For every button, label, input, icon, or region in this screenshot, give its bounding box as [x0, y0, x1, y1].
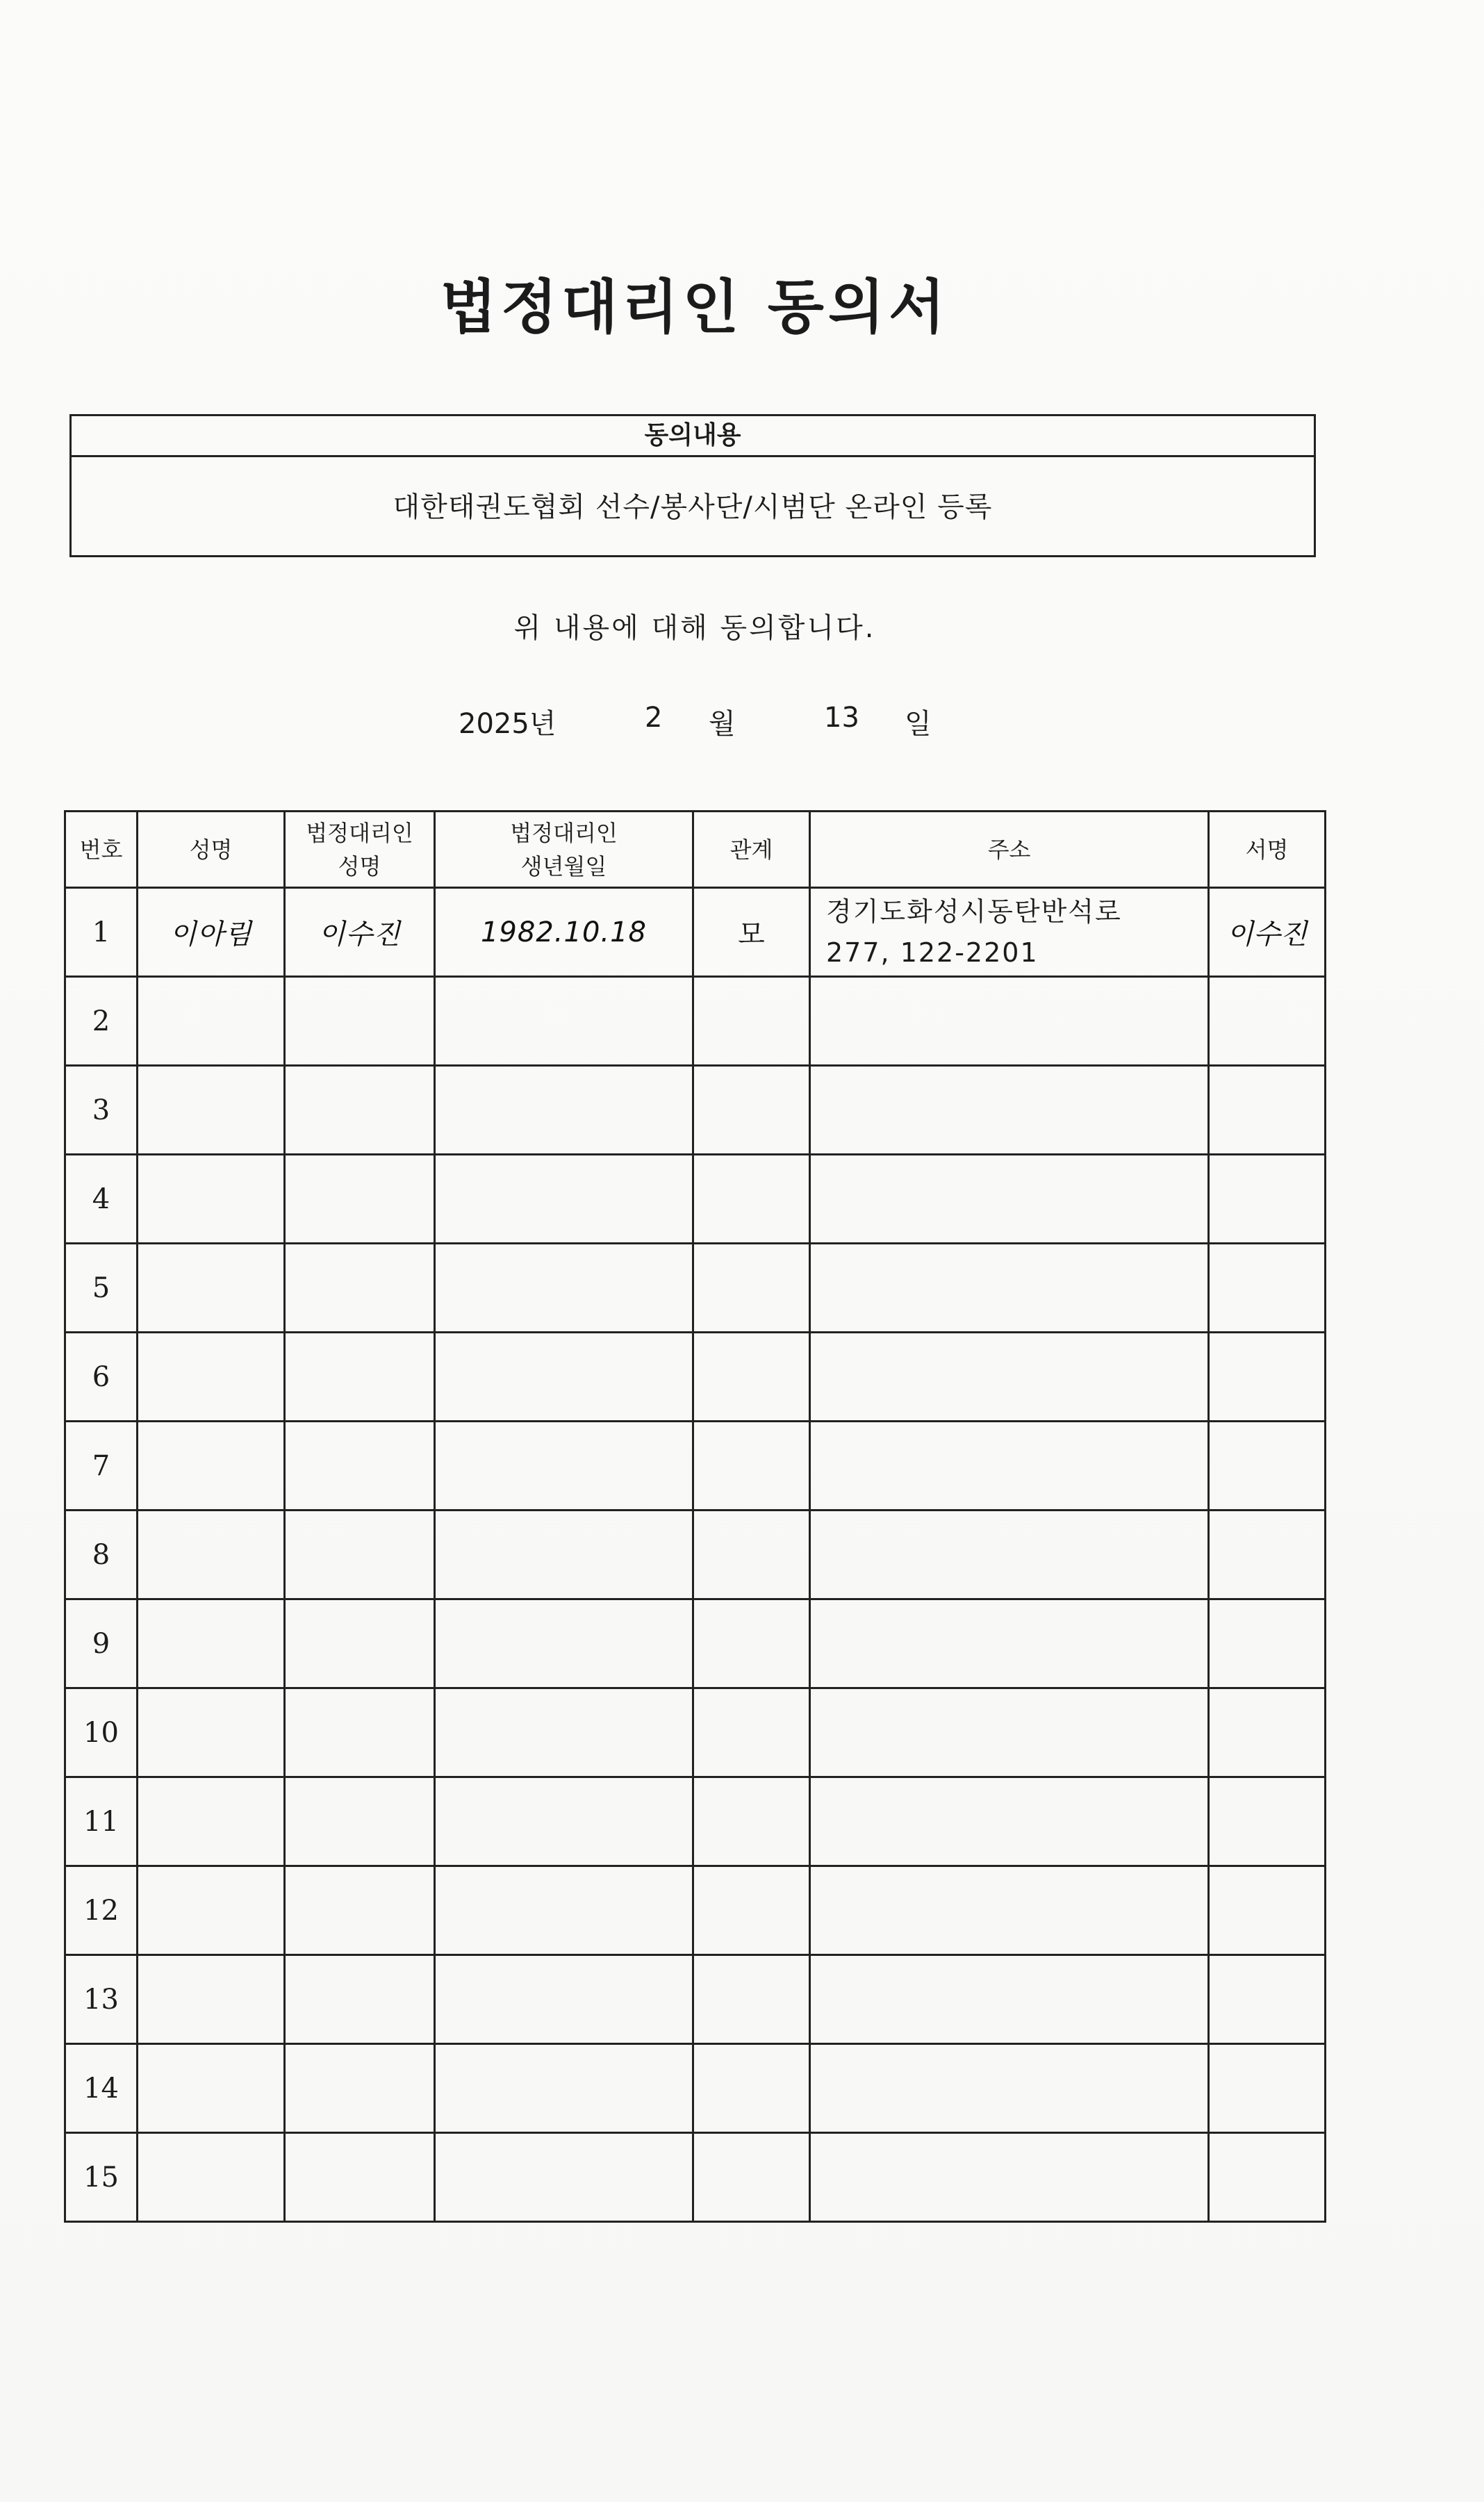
row-name — [138, 1422, 285, 1511]
row-guardian-name — [285, 1955, 435, 2044]
row-relation — [693, 1511, 810, 1599]
row-number: 2 — [65, 977, 138, 1066]
row-address — [810, 977, 1209, 1066]
row-guardian-name — [285, 1333, 435, 1422]
row-name — [138, 1866, 285, 1955]
header-guardian-name-line2: 성명 — [338, 853, 381, 880]
row-relation — [693, 1155, 810, 1244]
row-guardian-name — [285, 1244, 435, 1333]
row-address — [810, 1688, 1209, 1777]
table-row — [65, 1688, 1326, 1777]
row-name — [138, 1599, 285, 1688]
row-name: 이아림 — [138, 888, 285, 977]
row-guardian-birth — [435, 1955, 693, 2044]
row-address-line2: 277, 122-2201 — [826, 937, 1039, 968]
row-number: 12 — [65, 1866, 138, 1955]
row-number: 7 — [65, 1422, 138, 1511]
row-number: 10 — [65, 1688, 138, 1777]
row-name — [138, 1066, 285, 1155]
table-row — [65, 1599, 1326, 1688]
row-signature — [1209, 1866, 1326, 1955]
row-signature: 이수진 — [1209, 888, 1326, 977]
row-name — [138, 1688, 285, 1777]
row-guardian-birth — [435, 1511, 693, 1599]
table-row — [65, 1511, 1326, 1599]
row-guardian-birth — [435, 1599, 693, 1688]
row-guardian-birth — [435, 2044, 693, 2133]
row-guardian-birth — [435, 1777, 693, 1866]
row-relation — [693, 1777, 810, 1866]
row-number: 1 — [65, 888, 138, 977]
row-signature — [1209, 1333, 1326, 1422]
row-guardian-name — [285, 1422, 435, 1511]
row-name — [138, 1244, 285, 1333]
row-signature — [1209, 2044, 1326, 2133]
row-name — [138, 2044, 285, 2133]
row-guardian-name — [285, 1688, 435, 1777]
row-guardian-birth — [435, 1155, 693, 1244]
row-number: 15 — [65, 2133, 138, 2222]
row-address — [810, 1866, 1209, 1955]
table-row — [65, 1777, 1326, 1866]
row-guardian-birth — [435, 1333, 693, 1422]
row-address — [810, 1599, 1209, 1688]
agreement-statement: 위 내용에 대해 동의합니다. — [513, 612, 876, 644]
header-address: 주소 — [810, 812, 1209, 888]
row-address — [810, 1955, 1209, 2044]
table-row — [65, 1155, 1326, 1244]
row-guardian-birth — [435, 1422, 693, 1511]
row-relation — [693, 1066, 810, 1155]
row-relation — [693, 1244, 810, 1333]
row-relation — [693, 1955, 810, 2044]
row-signature — [1209, 1244, 1326, 1333]
row-relation — [693, 1866, 810, 1955]
row-signature — [1209, 1688, 1326, 1777]
header-guardian-birth-line1: 법정대리인 — [510, 819, 618, 846]
row-address — [810, 1155, 1209, 1244]
date-day-unit: 일 — [905, 708, 932, 740]
table-row — [65, 1422, 1326, 1511]
row-name — [138, 1511, 285, 1599]
row-relation — [693, 2133, 810, 2222]
table-row — [65, 1066, 1326, 1155]
row-number: 13 — [65, 1955, 138, 2044]
table-row — [65, 1333, 1326, 1422]
row-guardian-name — [285, 1599, 435, 1688]
date-year: 2025년 — [459, 708, 556, 740]
row-guardian-birth: 1982.10.18 — [435, 888, 693, 977]
row-guardian-birth — [435, 1688, 693, 1777]
table-header-row — [65, 812, 1326, 888]
row-signature — [1209, 1066, 1326, 1155]
row-signature — [1209, 1599, 1326, 1688]
header-name: 성명 — [138, 812, 285, 888]
row-relation — [693, 1688, 810, 1777]
row-address — [810, 1777, 1209, 1866]
row-address — [810, 1333, 1209, 1422]
date-month-unit: 월 — [709, 708, 736, 740]
row-number: 11 — [65, 1777, 138, 1866]
row-address-line1: 경기도화성시동탄반석로 — [826, 896, 1122, 927]
row-guardian-name — [285, 1866, 435, 1955]
header-guardian-name — [285, 812, 435, 888]
row-address — [810, 888, 1209, 977]
header-guardian-birth-line2: 생년월일 — [520, 853, 607, 880]
row-address — [810, 1511, 1209, 1599]
row-guardian-birth — [435, 1066, 693, 1155]
row-signature — [1209, 1422, 1326, 1511]
row-relation — [693, 2044, 810, 2133]
row-guardian-birth — [435, 977, 693, 1066]
row-signature — [1209, 1777, 1326, 1866]
header-signature: 서명 — [1209, 812, 1326, 888]
table-row — [65, 977, 1326, 1066]
row-guardian-name — [285, 2044, 435, 2133]
row-relation: 모 — [693, 888, 810, 977]
row-name — [138, 2133, 285, 2222]
row-address — [810, 1066, 1209, 1155]
table-row — [65, 1244, 1326, 1333]
consent-content-text: 대한태권도협회 선수/봉사단/시범단 온라인 등록 — [393, 491, 993, 523]
row-guardian-name — [285, 1777, 435, 1866]
guardian-roster-table — [64, 810, 1326, 2223]
date-day: 13 — [824, 702, 859, 734]
document-title: 법정대리인 동의서 — [440, 273, 950, 341]
row-signature — [1209, 1155, 1326, 1244]
row-guardian-birth — [435, 2133, 693, 2222]
row-name — [138, 1955, 285, 2044]
row-number: 5 — [65, 1244, 138, 1333]
row-guardian-name — [285, 1066, 435, 1155]
row-name — [138, 1777, 285, 1866]
row-address — [810, 2133, 1209, 2222]
row-relation — [693, 1422, 810, 1511]
row-relation — [693, 977, 810, 1066]
header-guardian-birth — [435, 812, 693, 888]
row-name — [138, 1333, 285, 1422]
table-row — [65, 888, 1326, 977]
table-row — [65, 2044, 1326, 2133]
row-guardian-name — [285, 1155, 435, 1244]
row-name — [138, 977, 285, 1066]
row-number: 8 — [65, 1511, 138, 1599]
row-number: 4 — [65, 1155, 138, 1244]
row-guardian-name: 이수진 — [285, 888, 435, 977]
row-address — [810, 1422, 1209, 1511]
row-number: 9 — [65, 1599, 138, 1688]
row-guardian-birth — [435, 1244, 693, 1333]
row-address — [810, 2044, 1209, 2133]
row-guardian-name — [285, 1511, 435, 1599]
row-signature — [1209, 1511, 1326, 1599]
table-row — [65, 2133, 1326, 2222]
row-guardian-name — [285, 2133, 435, 2222]
row-signature — [1209, 2133, 1326, 2222]
row-signature — [1209, 977, 1326, 1066]
row-number: 14 — [65, 2044, 138, 2133]
consent-content-header: 동의내용 — [72, 416, 1314, 457]
header-number: 번호 — [65, 812, 138, 888]
row-relation — [693, 1333, 810, 1422]
row-guardian-name — [285, 977, 435, 1066]
header-relation: 관계 — [693, 812, 810, 888]
row-address — [810, 1244, 1209, 1333]
row-guardian-birth — [435, 1866, 693, 1955]
table-row — [65, 1955, 1326, 2044]
row-number: 3 — [65, 1066, 138, 1155]
table-row — [65, 1866, 1326, 1955]
row-number: 6 — [65, 1333, 138, 1422]
consent-content-box — [69, 414, 1316, 557]
row-signature — [1209, 1955, 1326, 2044]
row-relation — [693, 1599, 810, 1688]
date-month: 2 — [645, 702, 663, 734]
header-guardian-name-line1: 법정대리인 — [306, 819, 413, 846]
row-name — [138, 1155, 285, 1244]
